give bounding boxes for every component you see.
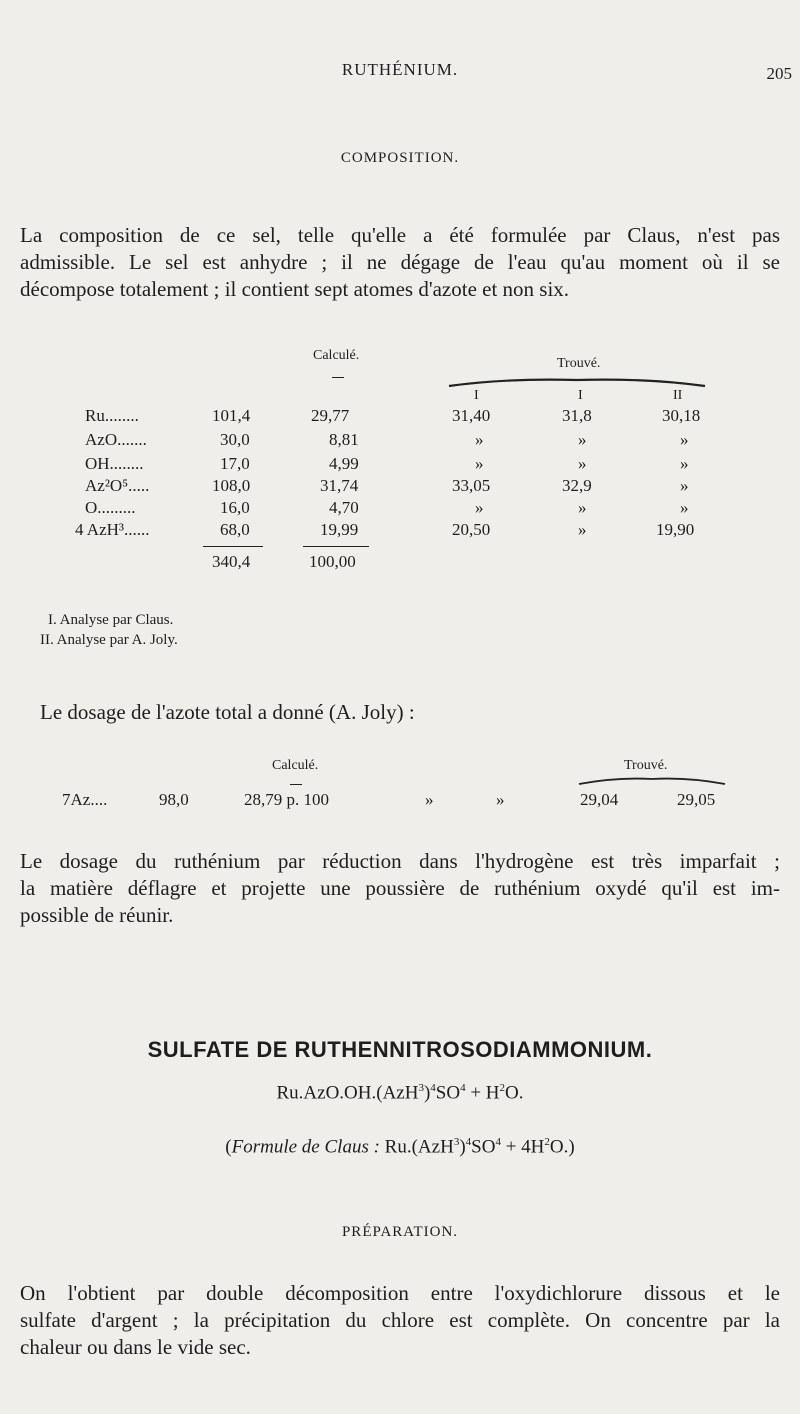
calc-header: Calculé. <box>272 758 319 773</box>
row-weight: 108,0 <box>212 476 251 495</box>
formula-part: + 4H <box>500 1136 545 1158</box>
row-found-3: » <box>680 430 689 449</box>
formula <box>0 1082 800 1104</box>
azote-found-1: 29,04 <box>580 790 619 809</box>
row-calc: 4,70 <box>329 498 359 517</box>
ruthenium-paragraph <box>20 848 780 929</box>
row-found-3: » <box>680 498 689 517</box>
row-found-3: » <box>680 476 689 495</box>
formula-part: SO <box>435 1082 461 1104</box>
claus-formula: (Formule de Claus : $Ru.(AzH^3)^4SO^4 + 4H^2O$.) <box>225 1136 575 1158</box>
row-calc: 8,81 <box>329 430 359 449</box>
paragraph-line: décompose totalement ; il contient sept atomes d'azote et non six. <box>20 277 570 301</box>
found-brace-icon <box>577 774 727 786</box>
azote-dash: » <box>425 790 434 809</box>
calc-dash <box>290 784 302 785</box>
row-found-2: » <box>578 498 587 517</box>
formula-sup: 2 <box>544 1136 550 1148</box>
row-weight: 17,0 <box>220 454 250 473</box>
row-label: Ru........ <box>85 406 139 425</box>
calc-dash <box>332 377 344 378</box>
row-calc: 19,99 <box>320 520 359 539</box>
formula-sup: 3 <box>453 1136 460 1148</box>
row-found-3: » <box>680 454 689 473</box>
total-weight: 340,4 <box>212 552 251 571</box>
total-calc: 100,00 <box>309 552 356 571</box>
analysis-note: II. Analyse par A. Joly. <box>40 632 178 648</box>
claus-label: Formule de Claus : <box>231 1136 380 1158</box>
found-header: Trouvé. <box>557 356 601 371</box>
formula-part: ) <box>459 1136 466 1158</box>
row-found-3: 19,90 <box>656 520 695 539</box>
analysis-note: I. Analyse par Claus. <box>48 612 174 628</box>
composition-paragraph <box>20 222 780 303</box>
row-found-1: » <box>475 454 484 473</box>
azote-calc: 28,79 p. 100 <box>244 790 329 809</box>
col-label-I-claus: I <box>474 388 479 403</box>
paragraph-line: On l'obtient par double décomposition entre l'oxydichlorure dissous et le <box>20 1281 780 1305</box>
preparation-paragraph <box>20 1280 780 1361</box>
azote-sentence: Le dosage de l'azote total a donné (A. Joly) : <box>40 700 415 724</box>
formula-part: Ru.AzO.OH.(AzH <box>276 1082 419 1104</box>
calc-header: Calculé. <box>313 348 360 363</box>
row-found-2: » <box>578 454 587 473</box>
row-calc: 29,77 <box>311 406 350 425</box>
row-found-1: 33,05 <box>452 476 491 495</box>
formula-part: SO <box>471 1136 496 1158</box>
row-weight: 16,0 <box>220 498 250 517</box>
paragraph-line: la matière déflagre et projette une poussière de ruthénium oxydé qu'il est im- <box>20 876 780 900</box>
formula-part: ) <box>423 1082 431 1104</box>
row-label: 4 AzH³...... <box>75 520 150 539</box>
paragraph-line: admissible. Le sel est anhydre ; il ne dégage de l'eau qu'au moment où il se <box>20 250 780 274</box>
paragraph-line: chaleur ou dans le vide sec. <box>20 1335 251 1359</box>
row-found-3: 30,18 <box>662 406 701 425</box>
row-found-2: » <box>578 520 587 539</box>
formula-part: O. <box>505 1082 524 1104</box>
composition-heading: COMPOSITION. <box>340 150 460 166</box>
row-label: OH........ <box>85 454 144 473</box>
total-rule <box>303 546 369 547</box>
row-label: Az²O⁵..... <box>85 476 150 495</box>
preparation-heading: PRÉPARATION. <box>341 1224 459 1240</box>
row-label: O......... <box>85 498 136 517</box>
formula-sup: 4 <box>495 1136 501 1148</box>
formula-sup: 2 <box>499 1082 506 1094</box>
row-weight: 68,0 <box>220 520 250 539</box>
azote-label: 7Az.... <box>62 790 108 809</box>
row-weight: 101,4 <box>212 406 251 425</box>
formula-sup: 4 <box>430 1082 436 1094</box>
azote-weight: 98,0 <box>159 790 189 809</box>
col-label-II: II <box>673 388 683 403</box>
formula-part: O.) <box>549 1136 575 1158</box>
row-found-1: » <box>475 430 484 449</box>
page-number: 205 <box>766 64 792 83</box>
found-header: Trouvé. <box>624 758 668 773</box>
found-brace-icon <box>447 374 709 388</box>
running-title: RUTHÉNIUM. <box>341 60 459 79</box>
row-weight: 30,0 <box>220 430 250 449</box>
formula-sup: 4 <box>465 1136 472 1148</box>
formula-sup: 3 <box>418 1082 424 1094</box>
paragraph-line: sulfate d'argent ; la précipitation du chlore est complète. On concentre par la <box>20 1308 780 1332</box>
row-found-1: 31,40 <box>452 406 491 425</box>
row-calc: 4,99 <box>329 454 359 473</box>
row-label: AzO....... <box>85 430 147 449</box>
row-found-2: » <box>578 430 587 449</box>
formula-part: + H <box>465 1082 500 1104</box>
paragraph-line: La composition de ce sel, telle qu'elle a été formulée par Claus, n'est pas <box>20 223 780 247</box>
azote-found-2: 29,05 <box>677 790 716 809</box>
row-found-1: » <box>475 498 484 517</box>
formula-sup: 4 <box>460 1082 466 1094</box>
row-calc: 31,74 <box>320 476 359 495</box>
col-label-I: I <box>578 388 583 403</box>
paragraph-line: Le dosage du ruthénium par réduction dans l'hydrogène est très imparfait ; <box>20 849 780 873</box>
row-found-2: 32,9 <box>562 476 592 495</box>
row-found-1: 20,50 <box>452 520 491 539</box>
paragraph-line: possible de réunir. <box>20 903 174 927</box>
section-title: SULFATE DE RUTHENNITROSODIAMMONIUM. <box>147 1037 653 1062</box>
row-found-2: 31,8 <box>562 406 592 425</box>
total-rule <box>203 546 263 547</box>
azote-dash: » <box>496 790 505 809</box>
formula-part: Ru.(AzH <box>384 1136 454 1158</box>
